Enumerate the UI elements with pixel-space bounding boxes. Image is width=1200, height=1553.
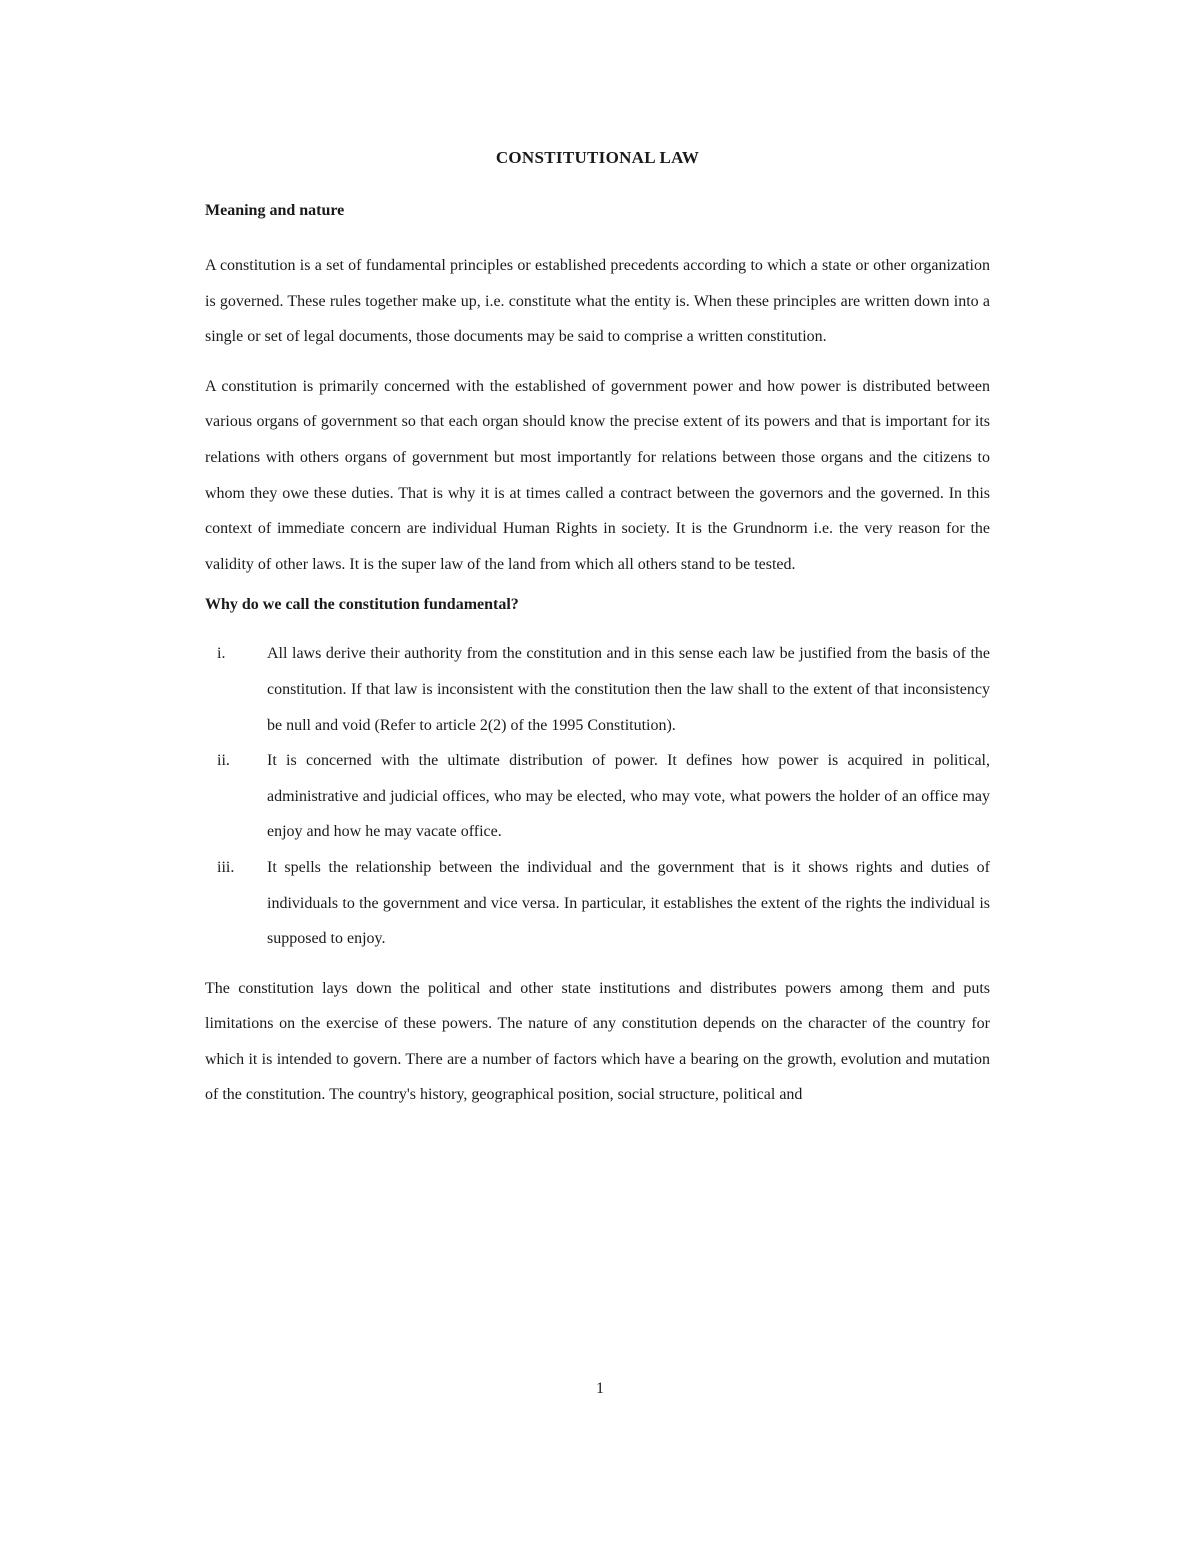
document-page	[205, 148, 990, 1127]
paragraph-definition: A constitution is a set of fundamental principles or established precedents according to which a state or other organization is governed. These rules together make up, i.e. constitute what the entity is. When these principles are written down into a single or set of legal documents, those documents may be said to comprise a written constitution.	[205, 257, 990, 346]
list-item-text: All laws derive their authority from the constitution and in this sense each law be justified from the basis of the constitution. If that law is inconsistent with the constitution then the law shall to the extent of that inconsistency be null and void (Refer to article 2(2) of the 1995 Constitution).	[267, 645, 990, 734]
list-item	[205, 636, 990, 743]
list-item-number: iii.	[217, 858, 235, 876]
paragraph-closing: The constitution lays down the political and other state institutions and distributes powers among them and puts limitations on the exercise of these powers. The nature of any constitution depends on the character of the country for which it is intended to govern. There are a number of factors which have a bearing on the growth, evolution and mutation of the constitution. The country's history, geographical position, social structure, political and	[205, 979, 990, 1104]
list-item	[205, 850, 990, 957]
list-item-number: ii.	[217, 752, 230, 770]
list-item-number: i.	[217, 645, 226, 663]
list-item-text: It spells the relationship between the individual and the government that is it shows rights and duties of individuals to the government and vice versa. In particular, it establishes the extent of the rights the individual is supposed to enjoy.	[267, 858, 990, 948]
section-heading: Meaning and nature	[205, 202, 345, 219]
paragraph-power-distribution: A constitution is primarily concerned with the established of government power and how power is distributed between various organs of government so that each organ should know the precise extent of its powers and that is important for its relations with others organs of government but most importantly for relations between those organs and the citizens to whom they owe these duties. That is why it is at times called a contract between the governors and the governed. In this context of immediate concern are individual Human Rights in society. It is the Grundnorm i.e. the very reason for the validity of other laws. It is the super law of the land from which all others stand to be tested.	[205, 377, 990, 573]
list-item-text: It is concerned with the ultimate distribution of power. It defines how power is acquired in political, administrative and judicial offices, who may be elected, who may vote, what powers the holder of an office may enjoy and how he may vacate office.	[267, 752, 990, 841]
page-number: 1	[596, 1380, 604, 1397]
question-heading: Why do we call the constitution fundamental?	[205, 596, 519, 614]
reasons-list	[205, 636, 990, 956]
document-title: CONSTITUTIONAL LAW	[495, 148, 700, 167]
list-item	[205, 743, 990, 850]
